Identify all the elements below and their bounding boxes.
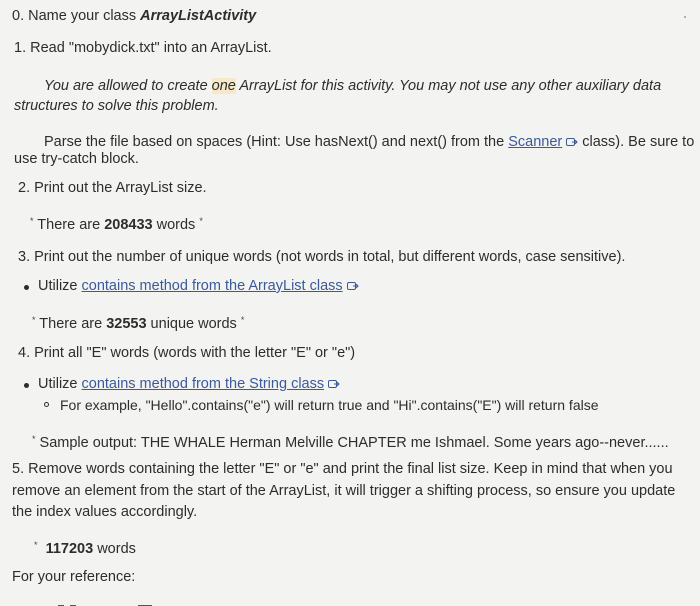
bullet-dot [24, 383, 29, 388]
bullet-string-contains: Utilize contains method from the String class [38, 374, 340, 394]
output-size: * There are 208433 words * [30, 216, 203, 233]
item-5-line-2: remove an element from the start of the ArrayList, it will trigger a shifting process, so ensure you update [12, 483, 676, 499]
sub-bullet-ring [44, 402, 49, 407]
bullet-arraylist-contains: Utilize contains method from the ArrayList class [38, 276, 359, 296]
bullet-dot [24, 285, 29, 290]
arraylist-contains-link[interactable]: contains method from the ArrayList class [81, 278, 343, 294]
external-link-icon[interactable] [328, 379, 340, 389]
output-unique: * There are 32553 unique words * [32, 315, 245, 332]
item-4: 4. Print all "E" words (words with the letter "E" or "e") [18, 345, 356, 361]
output-remaining: * 117203 words [34, 540, 136, 557]
item-5-line-1: 5. Remove words containing the letter "E" or "e" and print the final list size. Keep in mind that when you [12, 461, 673, 477]
item-5-line-3: the index values accordingly. [12, 504, 198, 520]
scroll-dot [684, 16, 686, 18]
note-line-2: structures to solve this problem. [14, 98, 219, 114]
example-line: For example, "Hello".contains("e") will return true and "Hi".contains("E") will return false [60, 397, 599, 413]
item-3: 3. Print out the number of unique words (not words in total, but different words, case sensitive). [18, 249, 626, 265]
reference-label: For your reference: [12, 569, 136, 585]
scanner-link[interactable]: Scanner [508, 134, 563, 150]
highlight-one: one [211, 78, 236, 94]
cut-off-line [14, 598, 164, 606]
class-name: ArrayListActivity [140, 8, 257, 24]
note-line-1: You are allowed to create one ArrayList for this activity. You may not use any other auxiliary data [44, 78, 662, 94]
external-link-icon[interactable] [347, 281, 359, 291]
item-1: 1. Read "mobydick.txt" into an ArrayList. [14, 40, 272, 56]
output-sample: * Sample output: THE WHALE Herman Melville CHAPTER me Ishmael. Some years ago--never...... [32, 434, 669, 451]
item-0: 0. Name your class ArrayListActivity [12, 8, 257, 24]
item-2: 2. Print out the ArrayList size. [18, 180, 207, 196]
string-contains-link[interactable]: contains method from the String class [81, 376, 325, 392]
parse-line-1: Parse the file based on spaces (Hint: Use hasNext() and next() from the Scanner class). Be sure to [44, 134, 695, 150]
parse-line-2: use try-catch block. [14, 151, 139, 167]
cut-off-text-fragment [14, 602, 164, 606]
external-link-icon[interactable] [566, 137, 578, 147]
